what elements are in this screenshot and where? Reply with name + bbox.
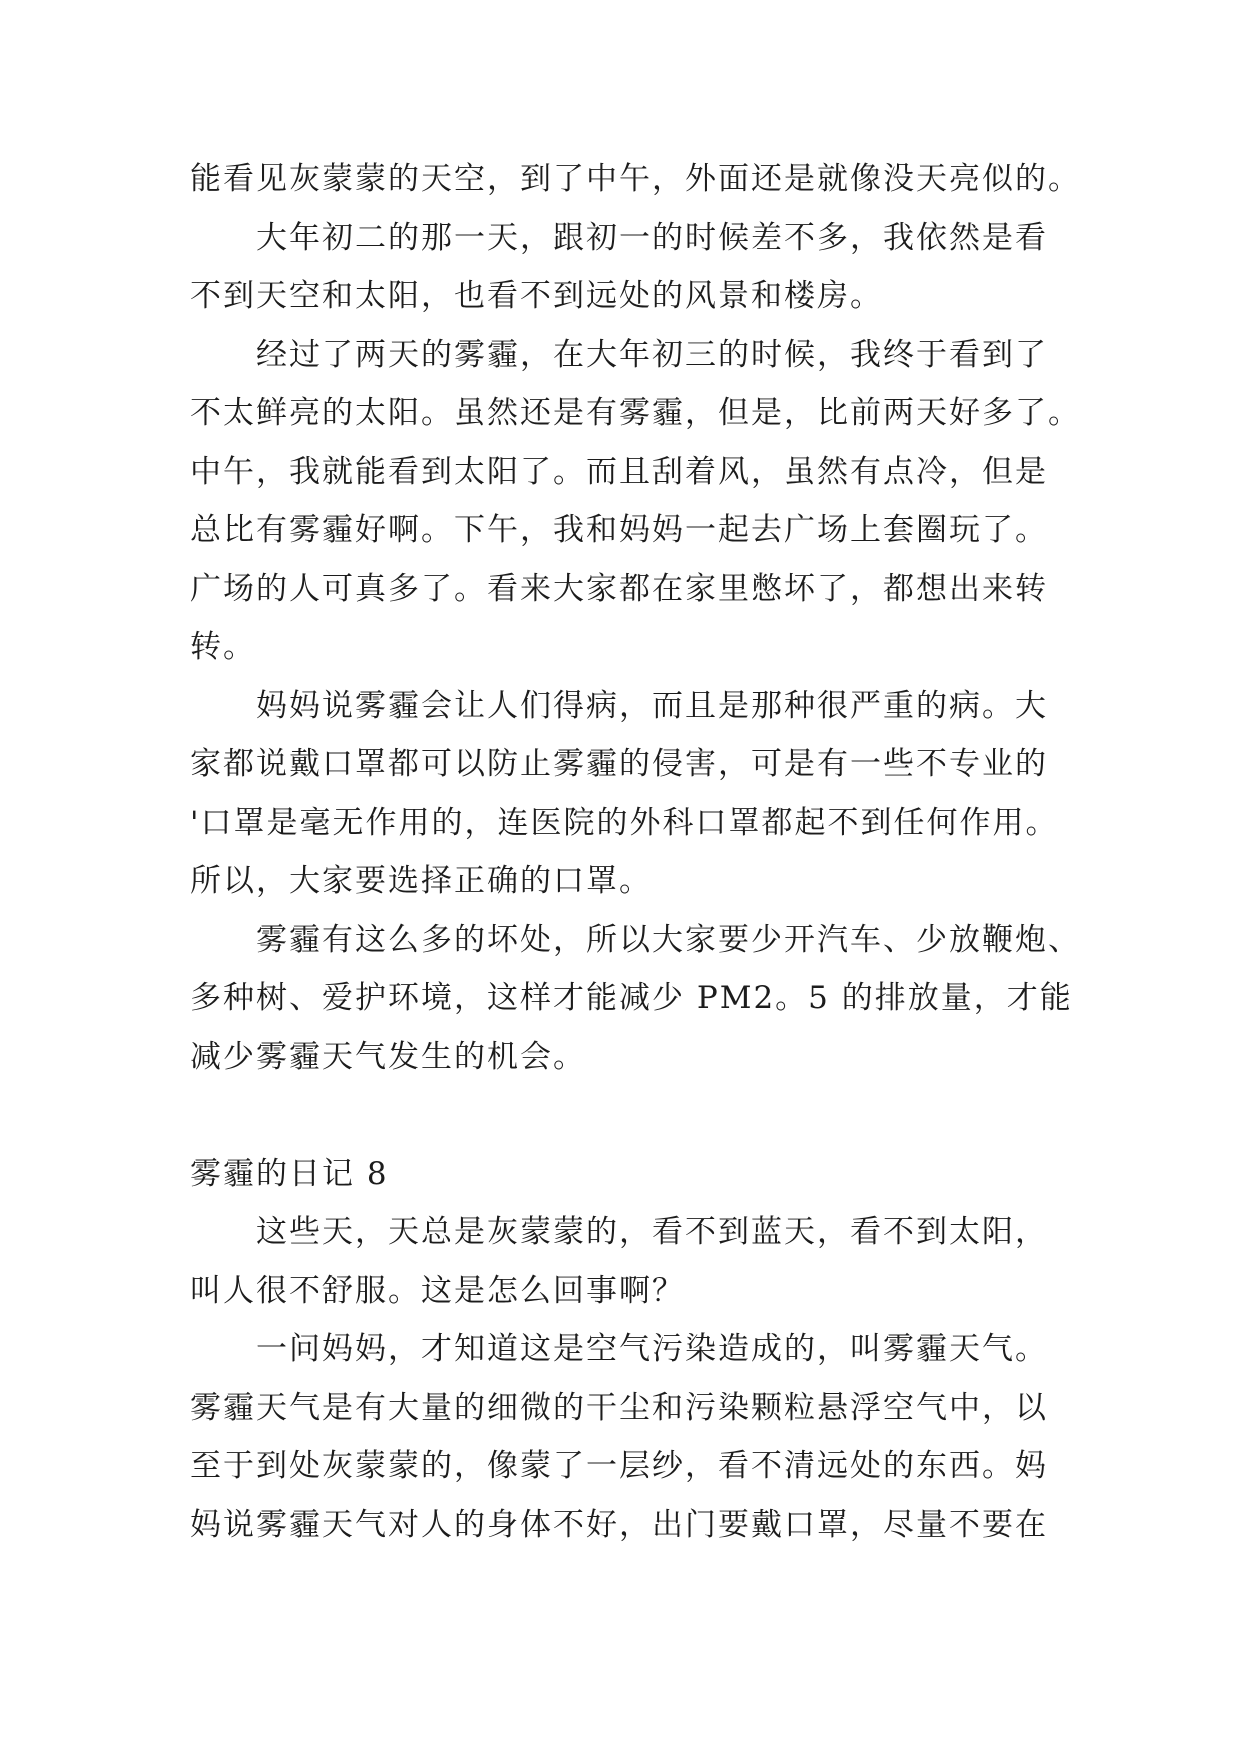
paragraph (190, 677, 1120, 911)
text-line: 转。 (190, 629, 256, 665)
paragraph (190, 209, 1120, 326)
paragraph (190, 150, 1120, 209)
text-line: 多种树、爱护环境，这样才能减少 PM2。5 的排放量，才能 (190, 980, 1073, 1016)
text-line: 大年初二的那一天，跟初一的时候差不多，我依然是看 (256, 219, 1048, 256)
paragraph (190, 1320, 1120, 1554)
text-line: 雾霾有这么多的坏处，所以大家要少开汽车、少放鞭炮、 (256, 921, 1081, 958)
section-title: 雾霾的日记 8 (190, 1155, 389, 1192)
text-line: 叫人很不舒服。这是怎么回事啊？ (190, 1272, 685, 1309)
text-line: 能看见灰蒙蒙的天空，到了中午，外面还是就像没天亮似的。 (190, 161, 1081, 197)
text-line: 中午，我就能看到太阳了。而且刮着风，虽然有点冷，但是 (190, 453, 1048, 490)
text-line: 至于到处灰蒙蒙的，像蒙了一层纱，看不清远处的东西。妈 (190, 1448, 1048, 1484)
blank-line (190, 1086, 1120, 1145)
text-line: 不太鲜亮的太阳。虽然还是有雾霾，但是，比前两天好多了。 (190, 395, 1081, 431)
text-line: '口罩是毫无作用的，连医院的外科口罩都起不到任何作用。 (190, 804, 1059, 841)
document-body (190, 150, 1120, 1554)
text-line: 总比有雾霾好啊。下午，我和妈妈一起去广场上套圈玩了。 (190, 512, 1048, 548)
text-line: 减少雾霾天气发生的机会。 (190, 1038, 586, 1075)
text-line: 不到天空和太阳，也看不到远处的风景和楼房。 (190, 278, 883, 314)
paragraph (190, 1203, 1120, 1320)
text-line: 雾霾天气是有大量的细微的干尘和污染颗粒悬浮空气中，以 (190, 1389, 1048, 1426)
text-line: 这些天，天总是灰蒙蒙的，看不到蓝天，看不到太阳， (256, 1214, 1048, 1250)
text-line: 经过了两天的雾霾，在大年初三的时候，我终于看到了 (256, 336, 1048, 373)
paragraph (190, 326, 1120, 677)
text-line: 妈说雾霾天气对人的身体不好，出门要戴口罩，尽量不要在 (190, 1506, 1048, 1543)
text-line: 一问妈妈，才知道这是空气污染造成的，叫雾霾天气。 (256, 1331, 1048, 1367)
text-line: 家都说戴口罩都可以防止雾霾的侵害，可是有一些不专业的 (190, 746, 1048, 782)
text-line: 所以，大家要选择正确的口罩。 (190, 863, 652, 899)
text-line: 妈妈说雾霾会让人们得病，而且是那种很严重的病。大 (256, 687, 1048, 724)
text-line: 广场的人可真多了。看来大家都在家里憋坏了，都想出来转 (190, 570, 1048, 607)
paragraph (190, 911, 1120, 1087)
